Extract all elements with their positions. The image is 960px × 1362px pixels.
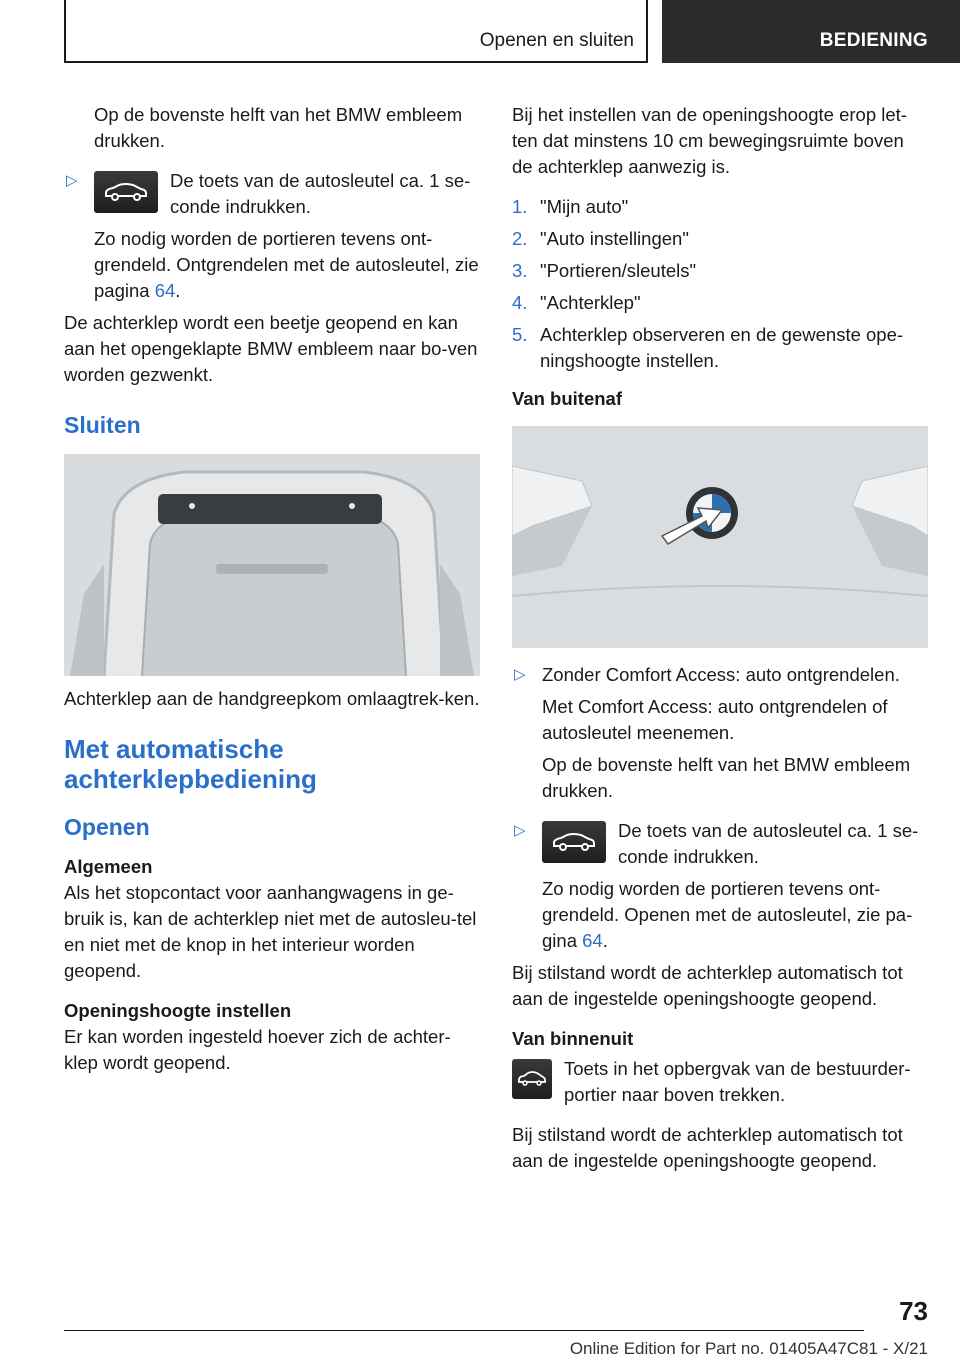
heading-open: Openen [64, 814, 150, 840]
step-text: "Mijn auto" [540, 196, 629, 217]
paragraph-standstill-2: Bij stilstand wordt de achterklep automatisch tot aan de ingestelde openingshoogte geopend. [512, 1124, 903, 1171]
page-number: 73 [899, 1296, 928, 1326]
list-item [512, 322, 928, 374]
paragraph-press-emblem: Op de bovenste helft van het BMW embleem drukken. [94, 104, 463, 151]
footer-divider [64, 1330, 864, 1331]
unlock-note-text: Zo nodig worden de portieren tevens ont-grendeld. Ontgrendelen met de autosleutel, zie pagina [94, 228, 479, 301]
unlock-note-end: . [602, 930, 608, 951]
page-link-64[interactable]: 64 [154, 280, 176, 301]
heading-from-outside: Van buitenaf [512, 388, 622, 409]
car-tailgate-key-icon [94, 171, 158, 213]
paragraph-standstill-1: Bij stilstand wordt de achterklep automatisch tot aan de ingestelde openingshoogte geopend. [512, 962, 903, 1009]
triangle-bullet-icon: ▷ [66, 172, 78, 189]
unlock-without-comfort: Zonder Comfort Access: auto ontgrendelen. [542, 664, 900, 685]
header-section-box [64, 0, 648, 63]
triangle-bullet-icon: ▷ [514, 666, 526, 683]
step-text: "Portieren/sleutels" [540, 260, 697, 281]
step-number: 4. [512, 292, 528, 313]
heading-general: Algemeen [64, 856, 153, 877]
unlock-with-comfort: Met Comfort Access: auto ontgrendelen of autosleutel meenemen. [542, 696, 888, 743]
tailgate-interior-photo [64, 454, 480, 676]
unlock-note-end: . [175, 280, 181, 301]
triangle-bullet-icon: ▷ [514, 822, 526, 839]
header-chapter-box [662, 0, 960, 63]
paragraph-hinge: De achterklep wordt een beetje geopend en kan aan het opengeklapte BMW embleem naar bo-ven worden gezwenkt. [64, 312, 478, 385]
car-tailgate-switch-icon [512, 1059, 552, 1099]
key-press-text: De toets van de autosleutel ca. 1 se-conde indrukken. [618, 820, 919, 867]
list-item [512, 258, 928, 284]
list-item [512, 290, 928, 316]
caption-close: Achterklep aan de handgreepkom omlaagtrek-ken. [64, 688, 480, 709]
key-press-text: De toets van de autosleutel ca. 1 se-conde indrukken. [170, 170, 471, 217]
heading-set-height: Openingshoogte instellen [64, 1000, 292, 1021]
inside-button-row [512, 1056, 928, 1108]
step-text: "Achterklep" [540, 292, 641, 313]
bullet-key-press [64, 168, 480, 220]
heading-from-inside: Van binnenuit [512, 1028, 634, 1049]
bullet-unlock [512, 662, 928, 688]
header-section-title: Openen en sluiten [479, 30, 634, 51]
page-link-64[interactable]: 64 [582, 930, 603, 951]
paragraph-clearance: Bij het instellen van de openingshoogte erop let-ten dat minstens 10 cm bewegingsruimte boven de achterklep aanwezig is. [512, 104, 907, 177]
paragraph-general: Als het stopcontact voor aanhangwagens in ge-bruik is, kan de achterklep niet met de autosleu-tel en niet met de knop in het interieur worden geopend. [64, 882, 477, 981]
heading-automatic-tailgate: Met automatische achterklepbediening [64, 734, 317, 794]
paragraph-unlock-note-2 [512, 876, 928, 954]
list-item [512, 226, 928, 252]
step-number: 2. [512, 228, 528, 249]
right-column [512, 102, 928, 1174]
step-number: 5. [512, 324, 528, 345]
step-number: 3. [512, 260, 528, 281]
list-item [512, 194, 928, 220]
header-chapter-title: BEDIENING [819, 30, 928, 51]
bullet-key-press-2 [512, 818, 928, 870]
paragraph-set-height: Er kan worden ingesteld hoever zich de achter-klep wordt geopend. [64, 1026, 451, 1073]
footer-edition: Online Edition for Part no. 01405A47C81 - X/21 [569, 1339, 928, 1358]
step-number: 1. [512, 196, 528, 217]
step-text: Achterklep observeren en de gewenste ope-ningshoogte instellen. [540, 324, 904, 371]
inside-button-text: Toets in het opbergvak van de bestuurder-portier naar boven trekken. [564, 1058, 911, 1105]
bmw-emblem-photo [512, 426, 928, 648]
press-emblem-outside: Op de bovenste helft van het BMW embleem drukken. [542, 754, 911, 801]
car-tailgate-key-icon [542, 821, 606, 863]
step-text: "Auto instellingen" [540, 228, 689, 249]
paragraph-unlock-note [64, 226, 480, 304]
heading-close: Sluiten [64, 412, 141, 438]
settings-steps-list [512, 194, 928, 374]
left-column [64, 102, 480, 1076]
unlock-note-text: Zo nodig worden de portieren tevens ont-grendeld. Openen met de autosleutel, zie pa-gina [542, 878, 913, 951]
